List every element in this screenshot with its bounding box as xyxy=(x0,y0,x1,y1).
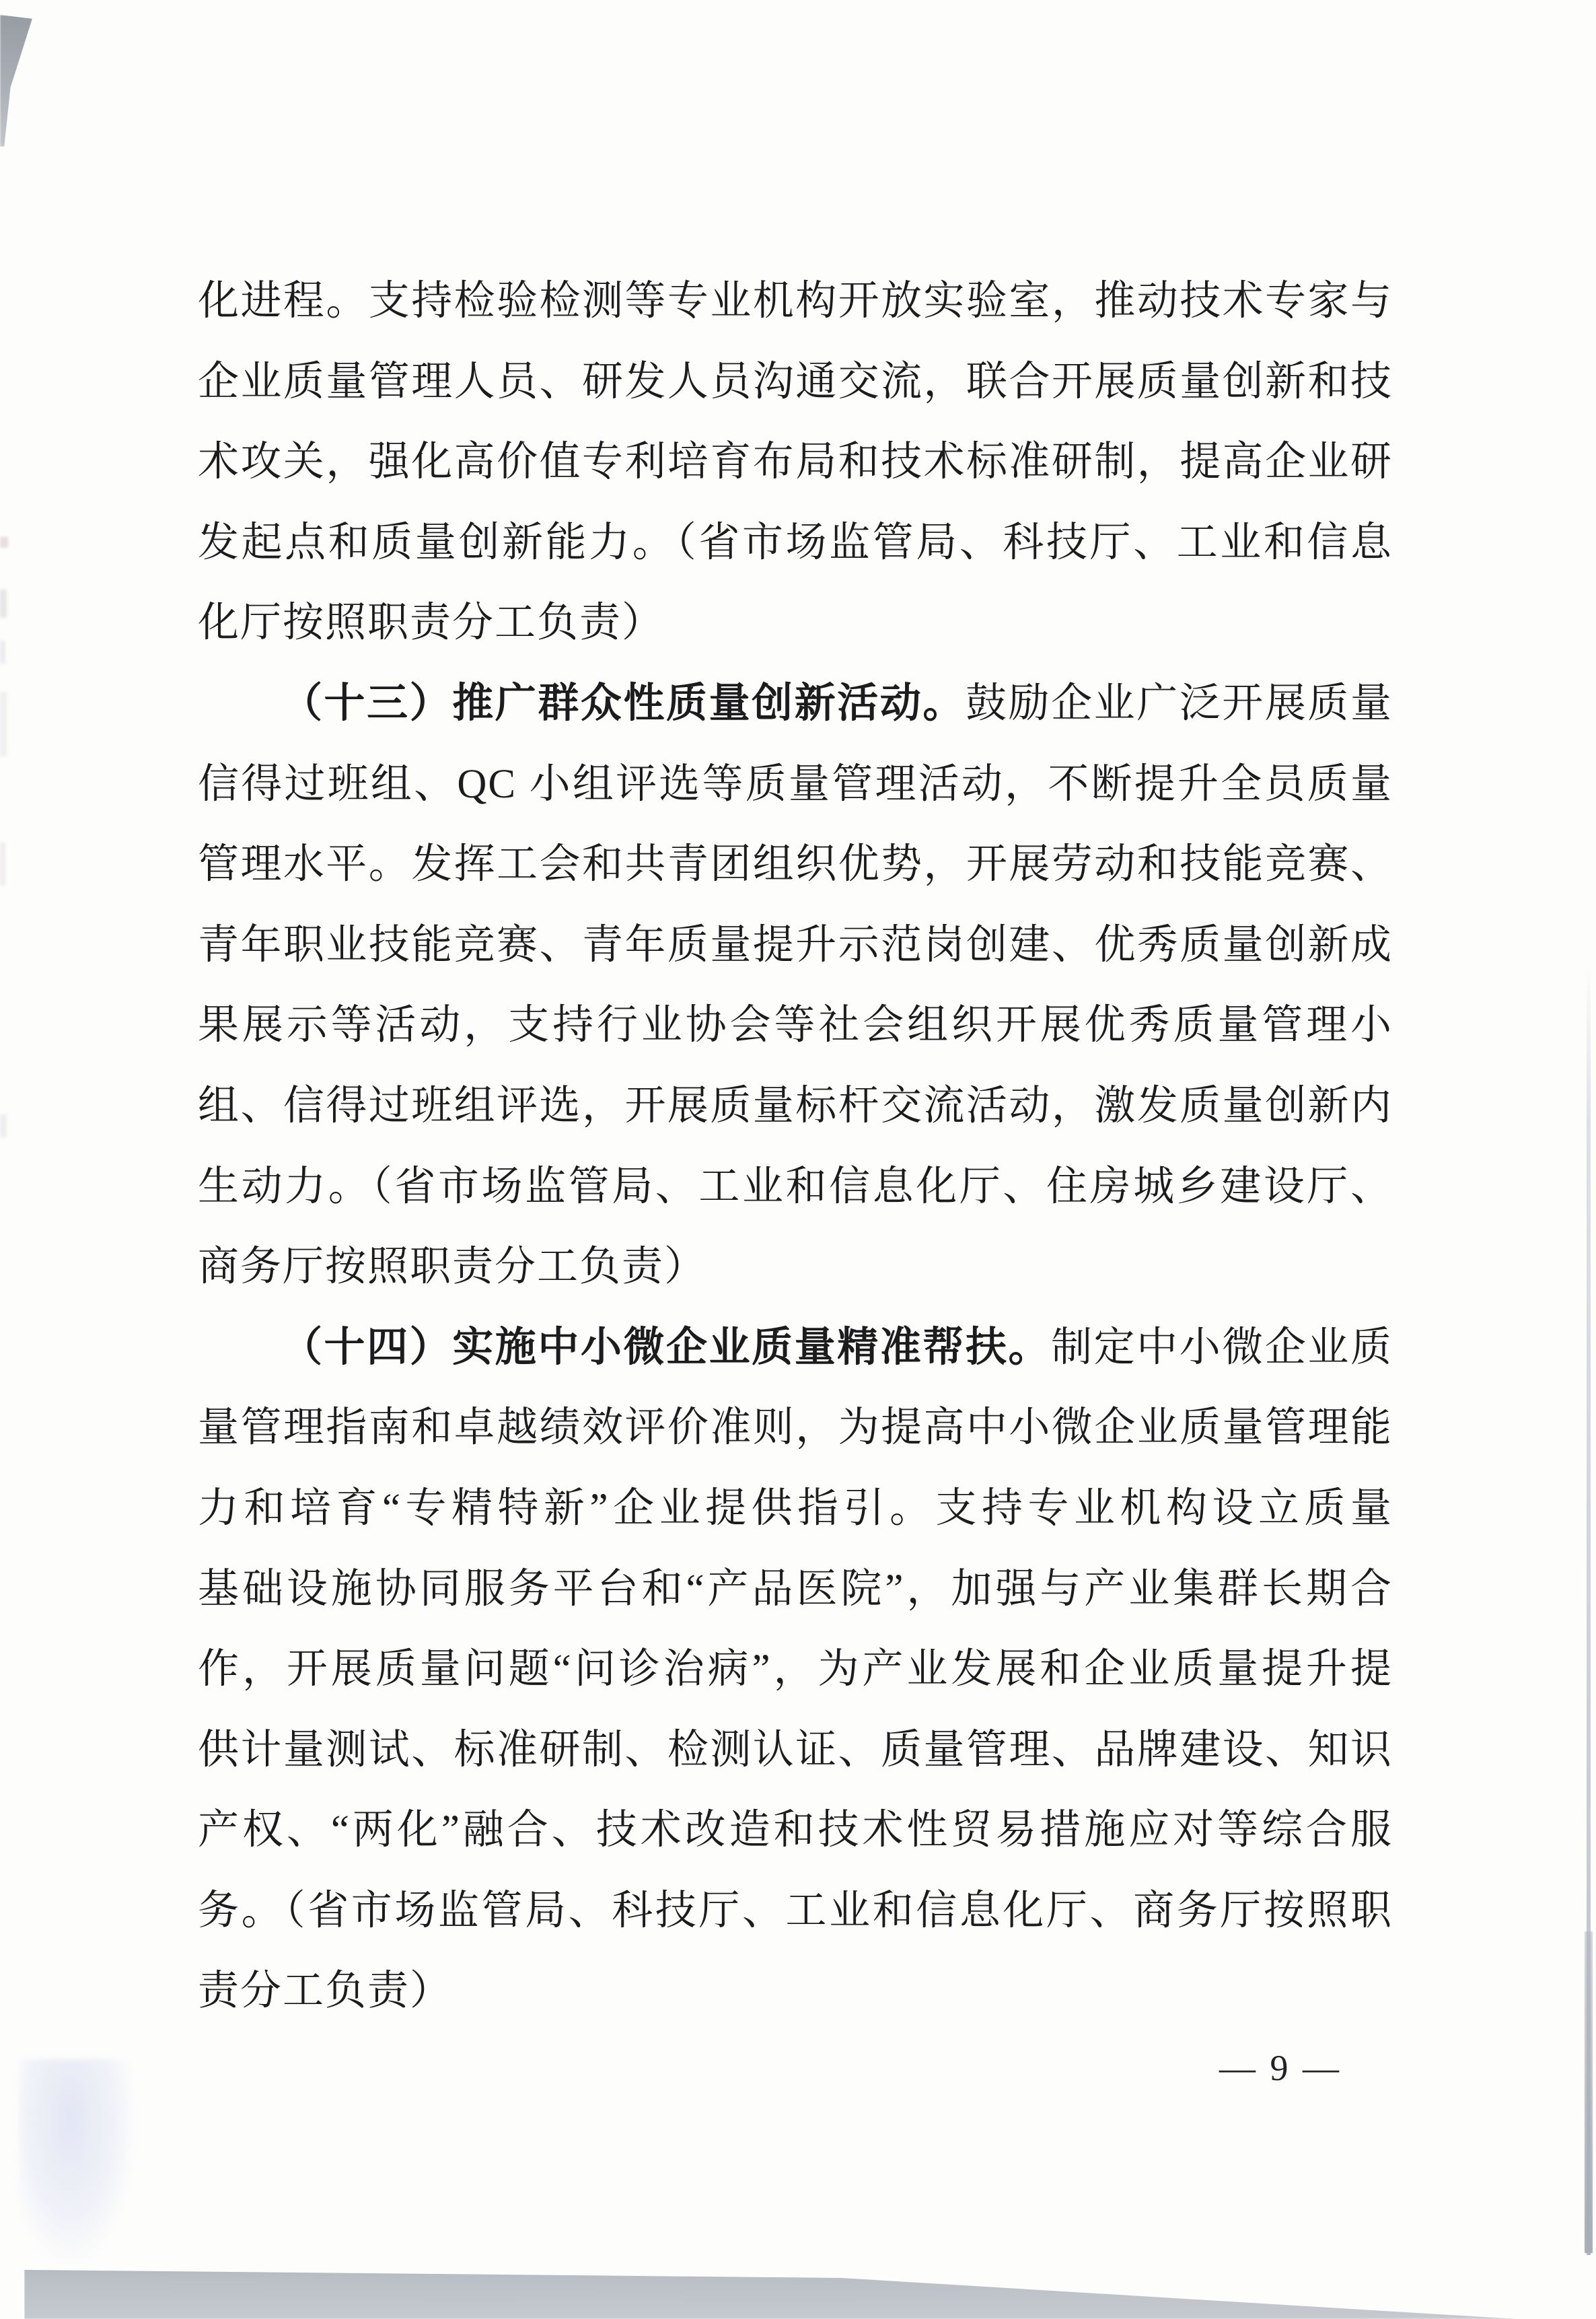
text-line: 信得过班组、QC 小组评选等质量管理活动，不断提升全员质量 xyxy=(198,761,1393,807)
scan-artifact-folded-corner xyxy=(0,15,35,147)
text-line: 组、信得过班组评选，开展质量标杆交流活动，激发质量创新内 xyxy=(198,1083,1393,1129)
text-line-paragraph-start xyxy=(198,664,1393,744)
text-line: 术攻关，强化高价值专利培育布局和技术标准研制，提高企业研 xyxy=(198,439,1393,485)
text-line: 作，开展质量问题“问诊治病”，为产业发展和企业质量提升提 xyxy=(198,1647,1393,1692)
scan-artifact-edge-speck xyxy=(0,590,7,618)
page-number: — 9 — xyxy=(1219,2048,1342,2088)
text-line-paragraph-start xyxy=(198,1308,1393,1388)
text-line: 商务厅按照职责分工负责） xyxy=(198,1244,707,1290)
scan-artifact-edge-speck xyxy=(0,1114,7,1137)
text-line: 发起点和质量创新能力。（省市场监管局、科技厅、工业和信息 xyxy=(198,520,1393,565)
document-body xyxy=(198,261,1393,2032)
text-line: 化进程。支持检验检测等专业机构开放实验室，推动技术专家与 xyxy=(198,279,1393,324)
text-line: 管理水平。发挥工会和共青团组织优势，开展劳动和技能竞赛、 xyxy=(198,842,1393,888)
text-line: 果展示等活动，支持行业协会等社会组织开展优秀质量管理小 xyxy=(198,1003,1393,1048)
text-line: 化厅按照职责分工负责） xyxy=(198,600,665,646)
text-line: 企业质量管理人员、研发人员沟通交流，联合开展质量创新和技 xyxy=(198,359,1393,404)
clause-13-body-start: 鼓励企业广泛开展质量 xyxy=(965,680,1393,726)
scan-artifact-edge-speck xyxy=(0,641,5,664)
text-line: 生动力。（省市场监管局、工业和信息化厅、住房城乡建设厅、 xyxy=(198,1164,1393,1209)
scan-artifact-edge-speck xyxy=(0,537,8,548)
scan-artifact-bottom-shadow-band xyxy=(24,2267,1596,2319)
text-line: 青年职业技能竞赛、青年质量提升示范岗创建、优秀质量创新成 xyxy=(198,922,1393,968)
text-line: 基础设施协同服务平台和“产品医院”，加强与产业集群长期合 xyxy=(198,1566,1393,1612)
scan-artifact-edge-speck xyxy=(0,843,5,886)
text-line: 力和培育“专精特新”企业提供指引。支持专业机构设立质量 xyxy=(198,1485,1393,1531)
scan-artifact-right-edge-line xyxy=(1585,1931,1593,2253)
text-line: 量管理指南和卓越绩效评价准则，为提高中小微企业质量管理能 xyxy=(198,1405,1393,1451)
clause-14-heading: （十四）实施中小微企业质量精准帮扶。 xyxy=(281,1324,1052,1370)
scan-artifact-edge-speck xyxy=(0,692,7,756)
text-line: 供计量测试、标准研制、检测认证、质量管理、品牌建设、知识 xyxy=(198,1727,1393,1773)
text-line: 产权、“两化”融合、技术改造和技术性贸易措施应对等综合服 xyxy=(198,1808,1393,1853)
text-line: 务。（省市场监管局、科技厅、工业和信息化厅、商务厅按照职 xyxy=(198,1888,1393,1933)
clause-14-body-start: 制定中小微企业质 xyxy=(1051,1324,1393,1370)
clause-13-heading: （十三）推广群众性质量创新活动。 xyxy=(281,680,966,726)
scan-artifact-ink-smudge xyxy=(19,2059,133,2261)
scan-artifact-right-edge-line xyxy=(1587,966,1591,2255)
text-line: 责分工负责） xyxy=(198,1968,453,2014)
